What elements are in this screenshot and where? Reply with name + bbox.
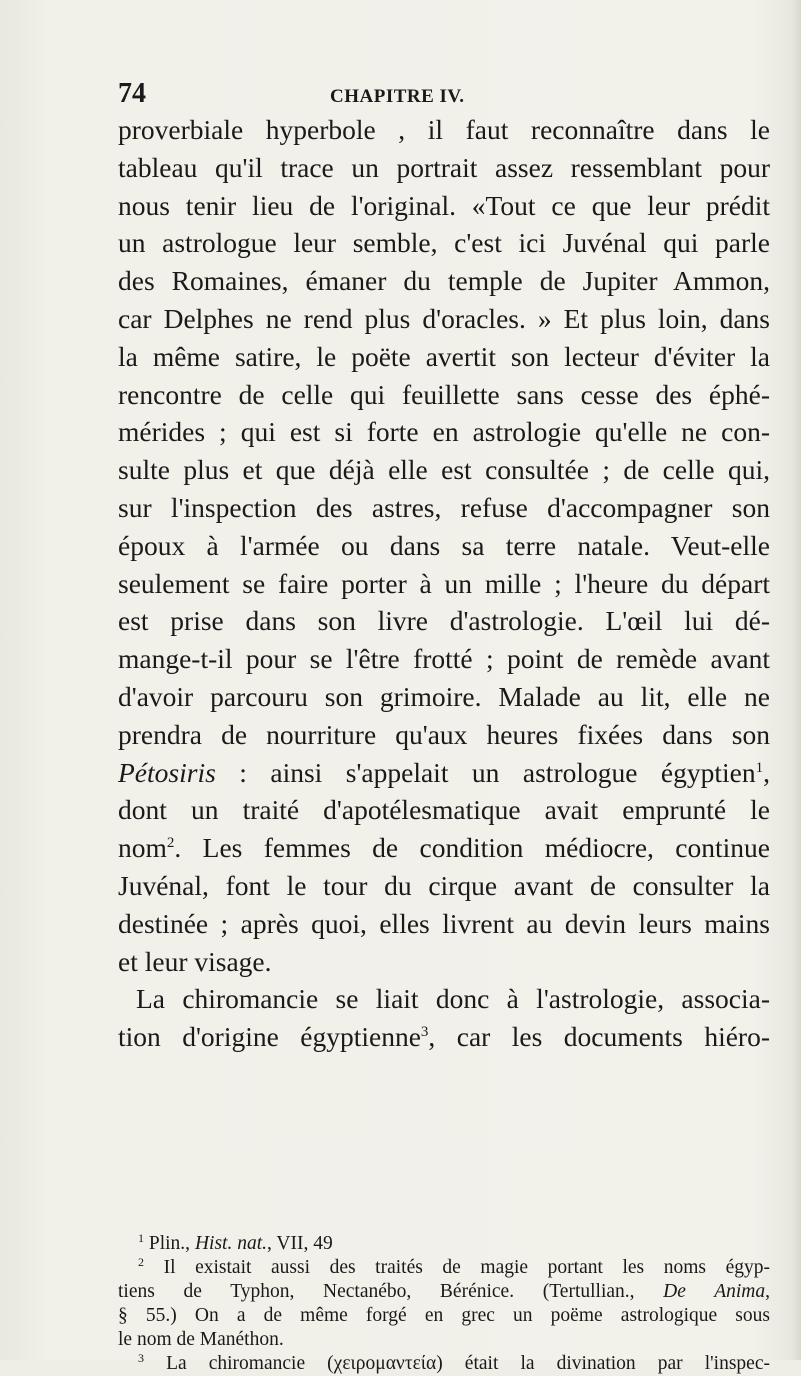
footnote-2: $^2$ Il existait aussi des traités de magie portant les noms égyp- <box>138 1256 770 1278</box>
footnote-ref: 2 <box>166 835 175 852</box>
text-line: prendra de nourriture qu'aux heures fixées dans son <box>118 718 770 750</box>
text-line: rencontre de celle qui feuillette sans cesse des éphé- <box>118 378 770 410</box>
text-line: nous tenir lieu de l'original. «Tout ce que leur prédit <box>118 189 770 221</box>
footnote-2-line: § 55.) On a de même forgé en grec un poëme astrologique sous <box>118 1305 770 1326</box>
footnote-ref: 1 <box>755 759 764 776</box>
text-line: destinée ; après quoi, elles livrent au devin leurs mains <box>118 907 770 939</box>
text-line: Pétosiris : ainsi s'appelait un astrologue égyptien$^1$, <box>118 756 770 788</box>
footnote-3: $^3$ La chiromancie (χειρομαντεία) était la divination par l'inspec- <box>138 1352 770 1374</box>
footnote-2-line: le nom de Manéthon. <box>118 1329 284 1350</box>
footnote-mark: 2 <box>138 1256 144 1269</box>
text-line: époux à l'armée ou dans sa terre natale. Veut-elle <box>118 529 770 561</box>
text-line: et leur visage. <box>118 945 272 977</box>
text-line: tableau qu'il trace un portrait assez ressemblant pour <box>118 151 770 183</box>
text-line: mange-t-il pour se l'être frotté ; point de remède avant <box>118 643 770 675</box>
page-number: 74 <box>118 78 146 109</box>
footnote-2-line: tiens de Typhon, Nectanébo, Bérénice. (Tertullian., De Anima, <box>118 1281 770 1302</box>
text-line: nom$^2$. Les femmes de condition médiocre, continue <box>118 832 770 864</box>
text-line: un astrologue leur semble, c'est ici Juvénal qui parle <box>118 227 770 259</box>
running-head: CHAPITRE IV. <box>330 86 465 107</box>
text-line: seulement se faire porter à un mille ; l'heure du départ <box>118 567 770 599</box>
text-line: sulte plus et que déjà elle est consultée ; de celle qui, <box>118 454 770 486</box>
text-line: mérides ; qui est si forte en astrologie qu'elle ne con- <box>118 416 770 448</box>
text-line: tion d'origine égyptienne$^3$, car les documents hiéro- <box>118 1021 770 1053</box>
main-text <box>118 111 770 1056</box>
page-header <box>118 78 768 108</box>
footnote-1: $^1$ Plin., Hist. nat., VII, 49 <box>138 1232 333 1254</box>
footnote-ref: 3 <box>420 1024 429 1041</box>
footnote-mark: 3 <box>138 1352 144 1365</box>
text-line: des Romaines, émaner du temple de Jupiter Ammon, <box>118 265 770 297</box>
text-line: La chiromancie se liait donc à l'astrologie, associa- <box>136 983 770 1015</box>
italic-name: Pétosiris <box>118 756 216 788</box>
footnote-mark: 1 <box>138 1232 144 1245</box>
text-line: proverbiale hyperbole , il faut reconnaître dans le <box>118 114 770 145</box>
page-edge-shadow <box>791 0 801 1360</box>
text-line: dont un traité d'apotélesmatique avait emprunté le <box>118 794 770 826</box>
text-line: sur l'inspection des astres, refuse d'accompagner son <box>118 491 770 523</box>
text-line: Juvénal, font le tour du cirque avant de consulter la <box>118 869 770 901</box>
text-line: d'avoir parcouru son grimoire. Malade au lit, elle ne <box>118 680 770 712</box>
text-line: la même satire, le poëte avertit son lecteur d'éviter la <box>118 340 770 372</box>
footnotes <box>118 1232 770 1376</box>
text-line: est prise dans son livre d'astrologie. L'œil lui dé- <box>118 605 770 637</box>
text-line: car Delphes ne rend plus d'oracles. » Et plus loin, dans <box>118 302 770 334</box>
